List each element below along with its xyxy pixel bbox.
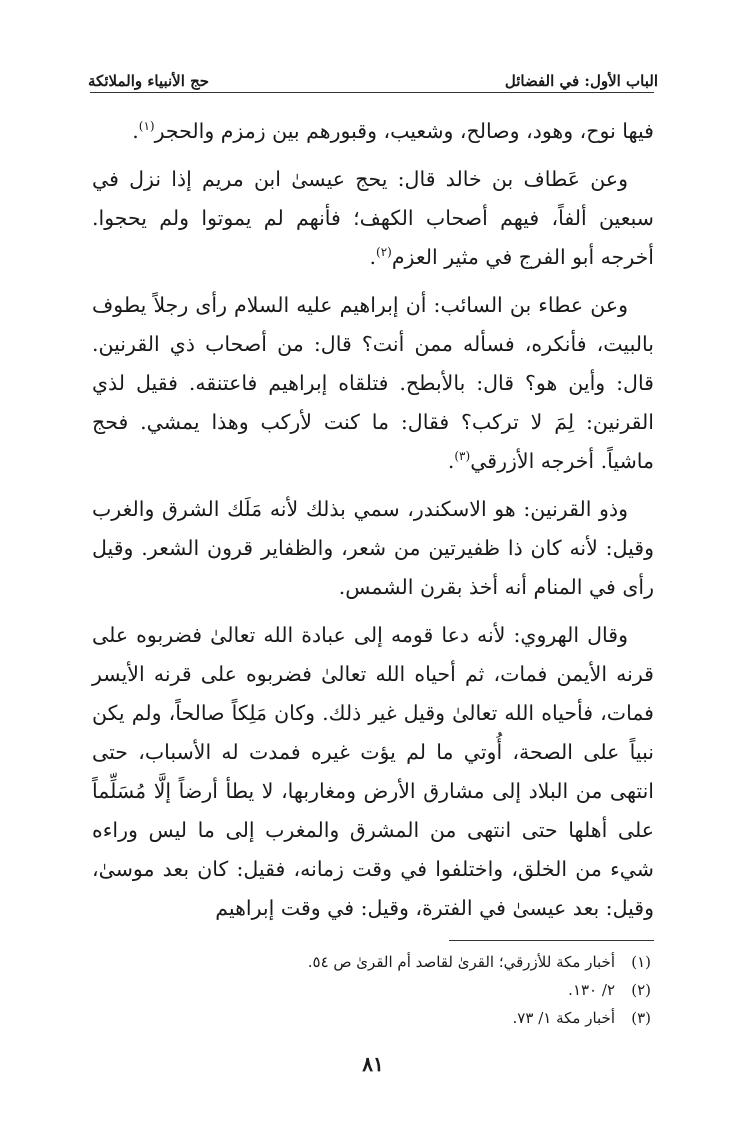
section-title: حج الأنبياء والملائكة xyxy=(88,72,210,90)
paragraph-4: وذو القرنين: هو الاسكندر، سمي بذلك لأنه مَلَك الشرق والغرب وقيل: لأنه كان ذا ظفيرتين من شعر، والظفاير قرون الشعر. وقيل رأى في المنام أنه أخذ بقرن الشمس. xyxy=(92,497,654,599)
footnote-1: (١) أخبار مكة للأزرقي؛ القرىٰ لقاصد أم القرىٰ ص ٥٤. xyxy=(307,953,651,971)
footnote-2: (٢) ٢/ ١٣٠. xyxy=(568,981,651,999)
footnote-ref-1: (١) xyxy=(138,119,155,134)
footnote-ref-2: (٢) xyxy=(376,245,392,260)
footnote-3: (٣) أخبار مكة ١/ ٧٣. xyxy=(512,1009,651,1027)
paragraph-1: فيها نوح، وهود، وصالح، وشعيب، وقبورهم بين زمزم والحجر$^{(١)}$. xyxy=(132,119,654,143)
paragraph-3: وعن عطاء بن السائب: أن إبراهيم عليه السلام رأى رجلاً يطوف بالبيت، فأنكره، فسأله ممن أنت؟ قال: من أصحاب ذي القرنين. قال: وأين هو؟ قال: بالأبطح. فتلقاه إبراهيم فاعتنقه. فقيل لذي القرنين: لِمَ لا تركب؟ فقال: ما كنت لأركب وهذا يمشي. فحج ماشياً. أخرجه الأزرقي$^{(٣)}$. xyxy=(92,293,654,473)
paragraph-5: وقال الهروي: لأنه دعا قومه إلى عبادة الله تعالىٰ فضربوه على قرنه الأيمن فمات، ثم أحياه الله تعالىٰ فضربوه على قرنه الأيسر فمات، فأحياه الله تعالىٰ وقيل غير ذلك. وكان مَلِكاً صالحاً، ولم يكن نبياً على الصحة، أُوتي ما لم يؤت غيره فمدت له الأسباب، حتى انتهى من البلاد إلى مشارق الأرض ومغاربها، لا يطأ أرضاً إلَّا مُسَلِّماً على أهلها حتى انتهى من المشرق والمغرب إلى ما ليس وراءه شيء من الخلق، واختلفوا في وقت زمانه، فقيل: كان بعد موسىٰ، وقيل: بعد عيسىٰ في الفترة، وقيل: في وقت إبراهيم xyxy=(92,623,654,920)
page-number: ٨١ xyxy=(362,1052,384,1076)
footnotes xyxy=(92,948,651,1032)
header-divider xyxy=(90,92,654,93)
chapter-title: الباب الأول: في الفضائل xyxy=(504,72,658,90)
running-header xyxy=(88,60,658,90)
footnote-divider xyxy=(449,940,654,941)
main-text xyxy=(92,112,654,937)
paragraph-2: وعن عَطاف بن خالد قال: يحج عيسىٰ ابن مريم إذا نزل في سبعين ألفاً، فيهم أصحاب الكهف؛ فأنهم لم يموتوا ولم يحجوا. أخرجه أبو الفرج في مثير العزم$^{(٢)}$. xyxy=(92,167,654,269)
footnote-ref-3: (٣) xyxy=(454,449,471,464)
